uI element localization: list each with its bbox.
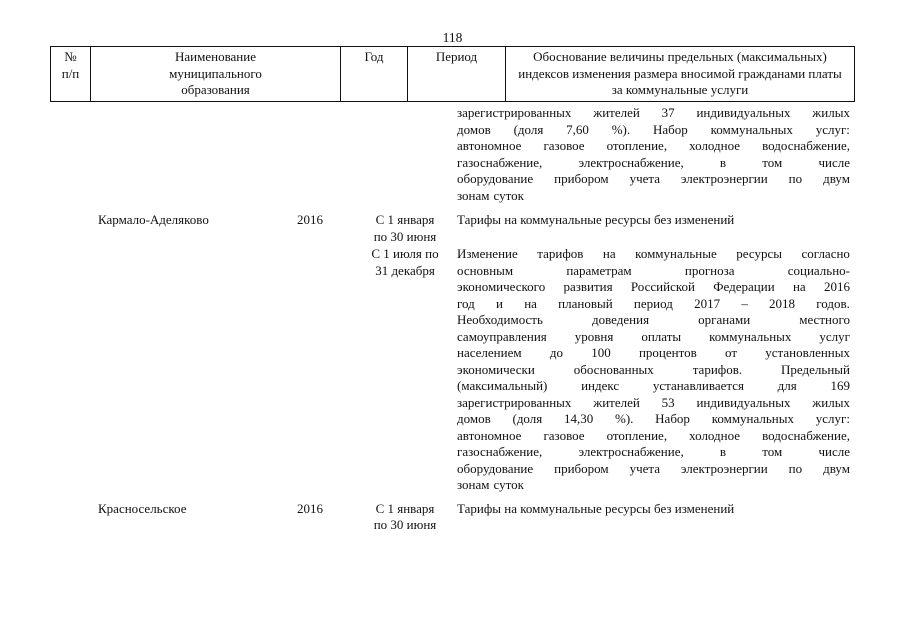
word: Набор — [652, 121, 688, 137]
word: местного — [799, 312, 850, 327]
word: обоснованных — [573, 361, 654, 377]
word: по — [788, 171, 803, 186]
justification-line — [457, 378, 850, 395]
word: зарегистрированных — [457, 105, 572, 120]
header-number — [51, 47, 90, 101]
word: год — [457, 295, 475, 311]
word: холодное — [689, 138, 741, 153]
word: автономное — [457, 138, 522, 153]
justification-line — [457, 362, 850, 379]
word: прибором — [554, 171, 609, 186]
word: развития — [563, 279, 613, 294]
word: коммунальные — [635, 246, 717, 261]
page-number: 118 — [442, 30, 463, 45]
word: от — [725, 345, 738, 360]
word: тарифов. — [692, 361, 743, 377]
word: (доля — [512, 411, 543, 426]
word: прогноза — [684, 262, 735, 278]
word: 7,60 — [566, 121, 589, 137]
word: (максимальный) — [457, 378, 548, 393]
word: жилых — [812, 105, 850, 120]
word: %). — [611, 121, 631, 137]
word: 14,30 — [563, 411, 594, 426]
justification-line — [457, 411, 850, 428]
word: коммунальных — [710, 121, 793, 137]
word: социально- — [787, 262, 850, 278]
word: прибором — [554, 460, 609, 476]
word: коммунальных — [711, 411, 794, 426]
word: экономического — [457, 279, 546, 294]
period-line: С 1 января — [375, 212, 435, 227]
justification-line — [457, 428, 850, 445]
word: электроснабжение, — [578, 154, 684, 170]
continuation-line — [457, 122, 850, 139]
word: плановый — [558, 295, 613, 311]
word: установленных — [765, 345, 850, 360]
word: жителей — [593, 394, 640, 410]
word: жилых — [812, 394, 850, 410]
year-value: 2016 — [297, 500, 323, 516]
table-header — [50, 46, 855, 102]
word: Российской — [630, 279, 695, 294]
word: электроэнергии — [680, 171, 768, 186]
word: домов — [457, 411, 491, 426]
word: уровня — [574, 328, 614, 344]
word: автономное — [457, 427, 522, 443]
continuation-line — [457, 105, 850, 122]
word: период — [633, 295, 673, 311]
municipality-name: Кармало-Аделяково — [98, 212, 209, 227]
word: – — [741, 295, 748, 311]
municipality-name: Красносельское — [98, 500, 187, 516]
word: индивидуальных — [696, 105, 791, 120]
word: до — [549, 345, 563, 360]
word: том — [762, 154, 783, 170]
justification-line: Тарифы на коммунальные ресурсы без изменений — [457, 500, 735, 516]
word: самоуправления — [457, 328, 547, 344]
word: на — [602, 246, 616, 261]
header-year-line: Год — [364, 49, 384, 64]
word: по — [788, 460, 803, 476]
word: для — [777, 378, 797, 393]
word: 100 — [591, 345, 611, 360]
word: двум — [823, 171, 850, 186]
word: доведения — [592, 312, 650, 327]
word: водоснабжение, — [762, 138, 850, 153]
word: экономически — [457, 361, 535, 377]
word: параметрам — [566, 262, 632, 278]
header-municipality-line: образования — [181, 82, 250, 97]
period-cell — [356, 212, 454, 245]
word: 2017 — [694, 295, 721, 311]
word: зарегистрированных — [457, 394, 572, 410]
word: том — [762, 444, 783, 459]
word: тарифов — [537, 246, 584, 261]
word: Необходимость — [457, 312, 543, 327]
word: газовое — [543, 138, 585, 153]
word: процентов — [638, 345, 697, 360]
justification-line — [457, 312, 850, 329]
word: жителей — [593, 105, 640, 120]
word: в — [719, 154, 727, 170]
justification-line — [457, 444, 850, 461]
word: и — [495, 295, 503, 311]
word: Федерации — [713, 279, 775, 294]
period-cell — [356, 501, 454, 534]
continuation-line — [457, 155, 850, 172]
period-cell — [356, 246, 454, 279]
header-year — [340, 47, 407, 101]
word: числе — [818, 444, 850, 459]
period-line: по 30 июня — [373, 228, 437, 244]
word: оборудование — [457, 171, 534, 186]
word: зонам — [457, 187, 490, 203]
justification-line — [457, 477, 850, 494]
justification-line — [457, 395, 850, 412]
header-number-line: № — [64, 49, 77, 64]
header-municipality — [90, 47, 340, 101]
word: услуг: — [815, 121, 850, 137]
justification-line: Тарифы на коммунальные ресурсы без изменений — [457, 212, 735, 227]
word: индекс — [581, 378, 620, 393]
word: %). — [614, 411, 634, 426]
word: 37 — [661, 105, 675, 120]
justification-line — [457, 246, 850, 263]
header-justification-line: Обоснование величины предельных (максимальных) — [533, 49, 827, 64]
header-period-line: Период — [435, 49, 478, 64]
period-line: С 1 июля по — [371, 246, 439, 261]
word: годов. — [816, 295, 850, 311]
word: органами — [698, 312, 751, 327]
word: электроэнергии — [680, 460, 768, 476]
word: Предельный — [781, 361, 850, 377]
word: зонам — [457, 477, 490, 492]
word: учета — [629, 460, 660, 476]
word: холодное — [689, 427, 741, 443]
period-line: 31 декабря — [375, 262, 435, 278]
word: отопление, — [606, 138, 668, 153]
word: Изменение — [457, 246, 518, 261]
justification-line — [457, 263, 850, 280]
header-justification — [505, 47, 854, 101]
continuation-line — [457, 171, 850, 188]
word: 2016 — [823, 279, 850, 294]
word: газоснабжение, — [457, 154, 543, 170]
header-municipality-line: Наименование — [175, 49, 256, 64]
header-period — [407, 47, 505, 101]
word: ресурсы — [736, 246, 782, 261]
word: на — [524, 295, 537, 311]
justification-line — [457, 296, 850, 313]
justification-line — [457, 461, 850, 478]
justification-line — [457, 345, 850, 362]
continuation-line — [457, 138, 850, 155]
word: Набор — [655, 411, 690, 426]
word: населением — [457, 345, 522, 360]
word: в — [719, 444, 727, 459]
word: суток — [493, 477, 524, 492]
word: газовое — [543, 427, 585, 443]
word: устанавливается — [652, 378, 744, 393]
word: индивидуальных — [696, 394, 791, 410]
justification-line — [457, 279, 850, 296]
word: числе — [818, 154, 850, 170]
word: отопление, — [606, 427, 668, 443]
period-line: С 1 января — [375, 500, 435, 516]
word: оплаты — [641, 328, 682, 344]
word: согласно — [801, 246, 850, 261]
word: оборудование — [457, 460, 534, 476]
header-municipality-line: муниципального — [169, 65, 262, 81]
word: газоснабжение, — [457, 444, 543, 459]
word: двум — [823, 460, 850, 476]
word: коммунальных — [709, 328, 792, 344]
year-value: 2016 — [297, 212, 323, 227]
continuation-line — [457, 188, 850, 205]
word: 53 — [661, 394, 675, 410]
word: 169 — [830, 378, 850, 393]
period-line: по 30 июня — [373, 517, 437, 532]
word: услуг — [819, 328, 850, 344]
header-justification-line: индексов изменения размера вносимой гражданами платы — [518, 65, 842, 81]
word: 2018 — [769, 295, 796, 311]
word: водоснабжение, — [762, 427, 850, 443]
word: на — [792, 279, 806, 294]
justification-line — [457, 329, 850, 346]
word: суток — [493, 187, 524, 203]
word: основным — [457, 262, 514, 278]
word: учета — [629, 171, 660, 186]
word: домов — [457, 121, 491, 137]
header-number-line: п/п — [61, 65, 80, 81]
word: услуг: — [815, 411, 850, 426]
word: (доля — [513, 121, 544, 137]
word: электроснабжение, — [578, 444, 684, 459]
header-justification-line: за коммунальные услуги — [611, 82, 749, 97]
